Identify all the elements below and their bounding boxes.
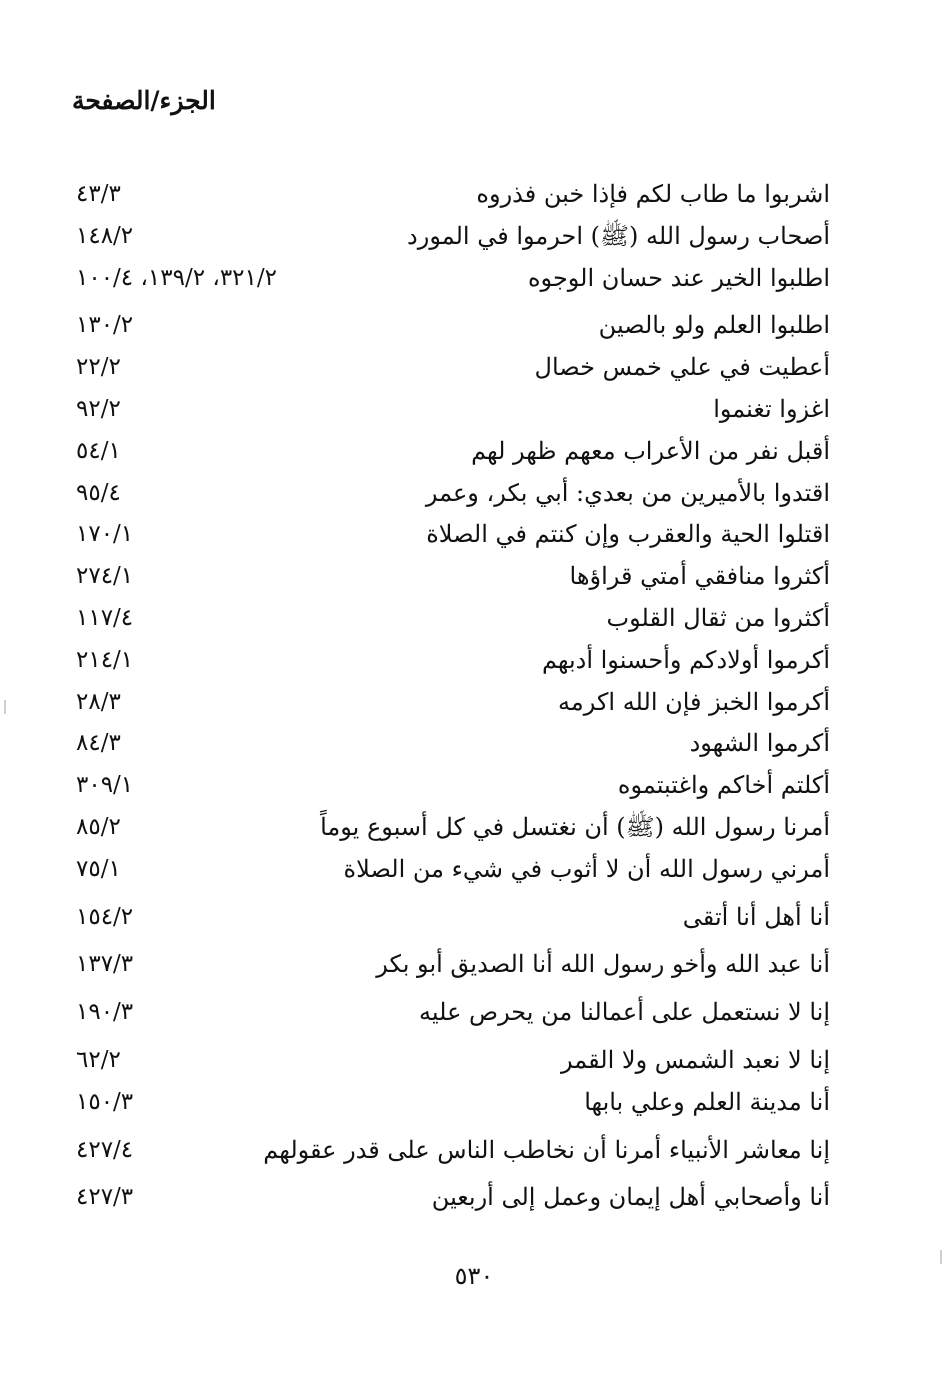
entry-reference: ١٥٠/٣ [76, 1088, 134, 1115]
entry-reference: ٧٥/١ [76, 855, 121, 882]
entry-text: اشربوا ما طاب لكم فإذا خبن فذروه [476, 180, 830, 208]
entry-text: اقتدوا بالأميرين من بعدي: أبي بكر، وعمر [425, 478, 830, 507]
entry-text: أكثروا منافقي أمتي قراؤها [569, 562, 830, 591]
index-entry [0, 1130, 948, 1172]
entry-reference: ١٣٠/٢ [76, 312, 134, 339]
index-entry [0, 897, 948, 939]
index-entry [0, 305, 948, 347]
entry-reference: ٨٤/٣ [76, 730, 121, 757]
index-entry [0, 556, 948, 598]
index-entry [0, 944, 948, 986]
index-entry [0, 640, 948, 682]
index-entry [0, 598, 948, 640]
entry-reference: ٢٧٤/١ [76, 563, 134, 590]
entry-reference: ٣٠٩/١ [76, 772, 134, 799]
entry-text: إنا لا نعبد الشمس ولا القمر [561, 1045, 830, 1074]
index-entry [0, 473, 948, 515]
entry-text: أنا مدينة العلم وعلي بابها [584, 1087, 830, 1116]
entry-reference: ٨٥/٢ [76, 813, 121, 840]
index-entry [0, 174, 948, 216]
index-entry [0, 258, 948, 300]
entry-reference: ٢٨/٣ [76, 688, 121, 715]
index-entry [0, 765, 948, 807]
entry-text: أنا وأصحابي أهل إيمان وعمل إلى أربعين [431, 1183, 830, 1212]
index-entry [0, 216, 948, 258]
entry-reference: ١٧٠/١ [76, 521, 134, 548]
entry-reference: ٦٢/٢ [76, 1046, 121, 1073]
entry-text: أنا عبد الله وأخو رسول الله أنا الصديق أبو بكر [376, 950, 830, 979]
index-entry [0, 1082, 948, 1124]
entry-reference: ٣٢١/٢، ١٣٩/٢، ١٠٠/٤ [76, 264, 277, 291]
entry-text: أعطيت في علي خمس خصال [534, 353, 830, 382]
entry-text: أمرني رسول الله أن لا أثوب في شيء من الصلاة [343, 854, 830, 883]
entry-reference: ٤٢٧/٣ [76, 1184, 134, 1211]
entry-text: أكرموا الخبز فإن الله اكرمه [558, 687, 830, 716]
index-entry [0, 389, 948, 431]
index-entry [0, 992, 948, 1034]
index-entry [0, 849, 948, 891]
entry-text: اغزوا تغنموا [713, 394, 830, 423]
entry-text: إنا لا نستعمل على أعمالنا من يحرص عليه [419, 998, 830, 1027]
entry-reference: ٩٢/٢ [76, 395, 121, 422]
index-entry [0, 1040, 948, 1082]
index-entry [0, 1177, 948, 1219]
entry-reference: ٢١٤/١ [76, 646, 134, 673]
entry-text: أكرموا الشهود [689, 729, 830, 758]
entry-reference: ٤٣/٣ [76, 181, 121, 207]
entry-reference: ٢٢/٢ [76, 354, 121, 381]
index-entry [0, 514, 948, 556]
index-entry [0, 347, 948, 389]
entry-reference: ١٥٤/٢ [76, 903, 134, 930]
entry-reference: ١٤٨/٢ [76, 222, 134, 249]
entry-text: أكثروا من ثقال القلوب [606, 603, 830, 632]
entry-text: أكرموا أولادكم وأحسنوا أدبهم [541, 645, 830, 674]
entry-text: أكلتم أخاكم واغتبتموه [617, 771, 830, 800]
page-number: ٥٣٠ [454, 1262, 494, 1290]
entry-reference: ٩٥/٤ [76, 479, 121, 506]
hadith-index-list [0, 174, 948, 1219]
entry-reference: ١٣٧/٣ [76, 951, 134, 978]
scan-edge-mark [940, 1250, 942, 1264]
column-header-volume-page: الجزء/الصفحة [72, 86, 216, 115]
entry-text: اطلبوا العلم ولو بالصين [598, 311, 830, 340]
index-entry [0, 807, 948, 849]
index-entry [0, 723, 948, 765]
entry-text: اقتلوا الحية والعقرب وإن كنتم في الصلاة [426, 520, 830, 549]
entry-reference: ١٩٠/٣ [76, 999, 134, 1026]
entry-text: إنا معاشر الأنبياء أمرنا أن نخاطب الناس على قدر عقولهم [263, 1135, 830, 1164]
entry-reference: ٥٤/١ [76, 437, 121, 464]
entry-text: أقبل نفر من الأعراب معهم ظهر لهم [471, 436, 830, 465]
index-entry [0, 682, 948, 724]
entry-reference: ٤٢٧/٤ [76, 1136, 134, 1163]
entry-text: أصحاب رسول الله (ﷺ) احرموا في المورد [407, 221, 830, 250]
scan-edge-mark [4, 700, 6, 714]
entry-text: اطلبوا الخير عند حسان الوجوه [527, 263, 830, 292]
entry-text: أمرنا رسول الله (ﷺ) أن نغتسل في كل أسبوع يوماً [320, 812, 830, 841]
entry-reference: ١١٧/٤ [76, 604, 134, 631]
entry-text: أنا أهل أنا أتقى [682, 902, 830, 931]
index-entry [0, 431, 948, 473]
